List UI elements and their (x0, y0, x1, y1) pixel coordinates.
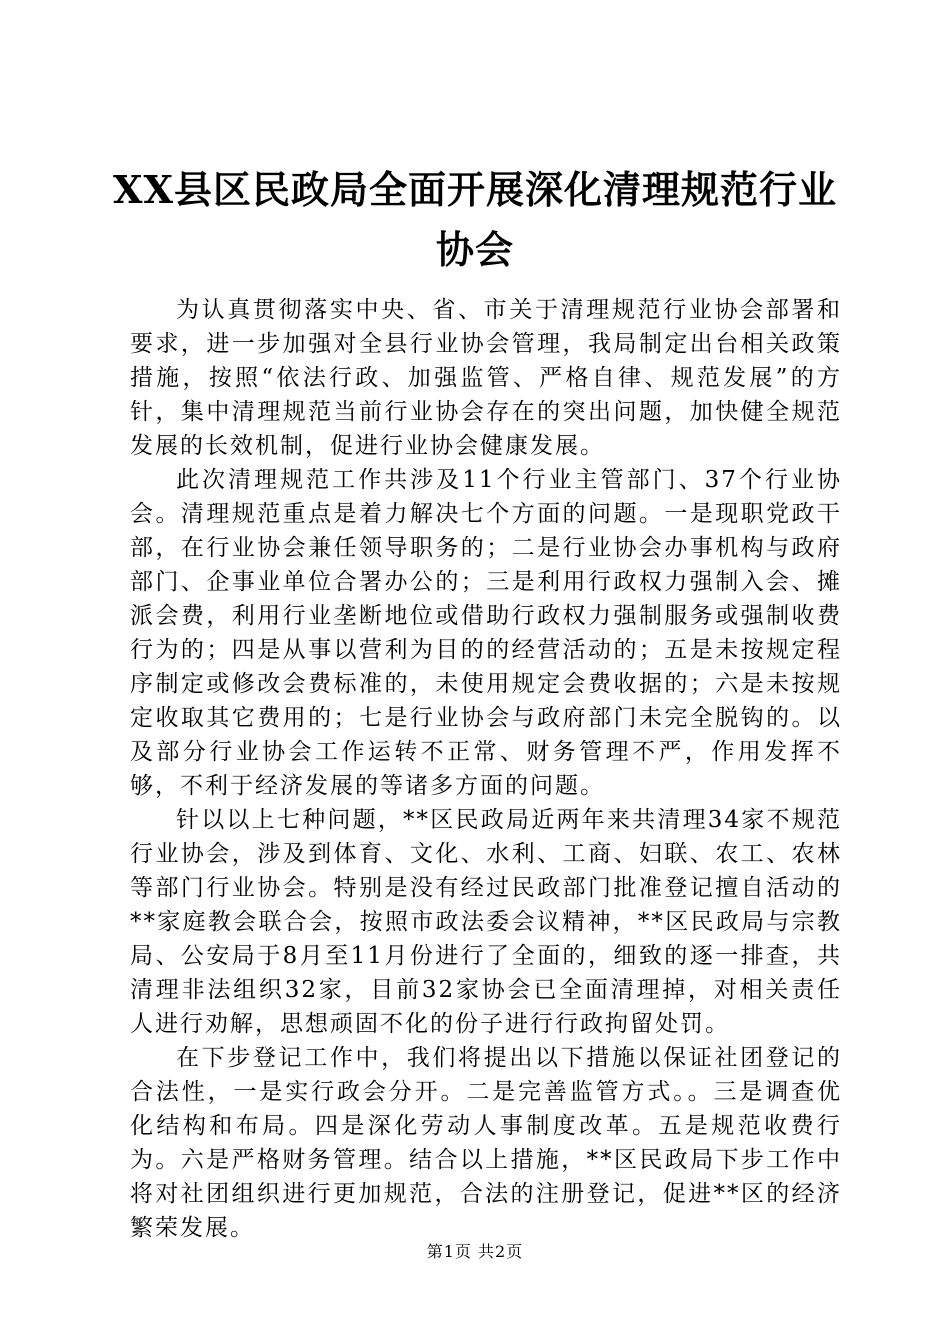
paragraph-3: 针以以上七种问题，**区民政局近两年来共清理34家不规范行业协会，涉及到体育、文化、水利、工商、妇联、农工、农林等部门行业协会。特别是没有经过民政部门批准登记擅自活动的**家庭教会联合会，按照市政法委会议精神，**区民政局与宗教局、公安局于8月至11月份进行了全面的，细致的逐一排查，共清理非法组织32家，目前32家协会已全面清理掉，对相关责任人进行劝解，思想顽固不化的份子进行行政拘留处罚。 (130, 807, 842, 1037)
document-title: XX县区民政局全面开展深化清理规范行业协会 (113, 167, 837, 272)
paragraph-1: 为认真贯彻落实中央、省、市关于清理规范行业协会部署和要求，进一步加强对全县行业协会管理，我局制定出台相关政策措施，按照“依法行政、加强监管、严格自律、规范发展”的方针，集中清理规范当前行业协会存在的突出问题，加快健全规范发展的长效机制，促进行业协会健康发展。 (130, 297, 842, 459)
paragraph-4: 在下步登记工作中，我们将提出以下措施以保证社团登记的合法性，一是实行政会分开。二是完善监管方式。。三是调查优化结构和布局。四是深化劳动人事制度改革。五是规范收费行为。六是严格财务管理。结合以上措施，**区民政局下步工作中将对社团组织进行更加规范，合法的注册登记，促进**区的经济繁荣发展。 (130, 1045, 842, 1241)
document-body (130, 293, 842, 1245)
page-number-footer: 第1页 共2页 (426, 1242, 524, 1261)
paragraph-2: 此次清理规范工作共涉及11个行业主管部门、37个行业协会。清理规范重点是着力解决七个方面的问题。一是现职党政干部，在行业协会兼任领导职务的；二是行业协会办事机构与政府部门、企事业单位合署办公的；三是利用行政权力强制入会、摊派会费，利用行业垄断地位或借助行政权力强制服务或强制收费行为的；四是从事以营利为目的的经营活动的；五是未按规定程序制定或修改会费标准的，未使用规定会费收据的；六是未按规定收取其它费用的；七是行业协会与政府部门未完全脱钩的。以及部分行业协会工作运转不正常、财务管理不严，作用发挥不够，不利于经济发展的等诸多方面的问题。 (130, 467, 842, 799)
